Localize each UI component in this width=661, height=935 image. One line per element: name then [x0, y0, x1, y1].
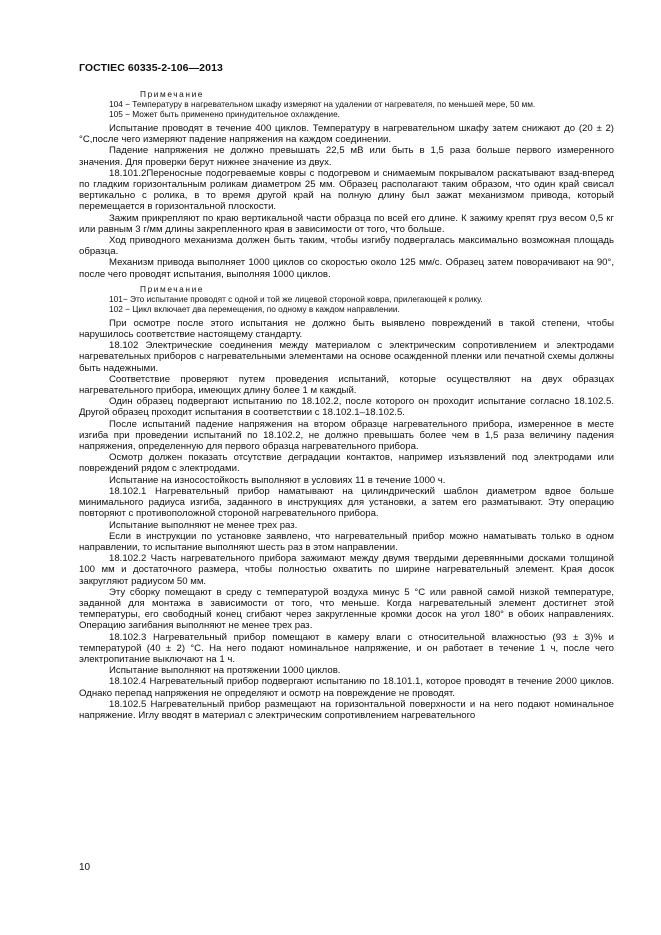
- paragraph: 18.102.4 Нагревательный прибор подвергают испытанию по 18.101.1, которое проводят в течение 2000 циклов. Однако перепад напряжения не определяют и осмотр на повреждение не проводят.: [79, 676, 614, 699]
- paragraph: Падение напряжения не должно превышать 22,5 мВ или быть в 1,5 раза больше первого измеренного значения. Для проверки берут нижнее значение из двух.: [79, 145, 614, 168]
- paragraph: Если в инструкции по установке заявлено, что нагревательный прибор можно наматывать только в одном направлении, то испытание выполняют шесть раз в этом направлении.: [79, 530, 614, 553]
- paragraph: Зажим прикрепляют по краю вертикальной части образца по всей его длине. К зажиму крепят груз весом 0,5 кг или равным 3 г/мм длины закрепленного края в зависимости от того, что больше.: [79, 212, 614, 235]
- note-item: 102 − Цикл включает два перемещения, по одному в каждом направлении.: [109, 303, 400, 314]
- note-item: 104 − Температуру в нагревательном шкафу измеряют на удалении от нагревателя, по меньшей мере, 50 мм.: [109, 99, 536, 109]
- paragraph: 18.102 Электрические соединения между материалом с электрическим сопротивлением и электродами нагревательных приборов с нагревательными элементами на основе осажденной пленки или печатной схемы должны быть надежными.: [79, 340, 614, 374]
- paragraph: Испытание проводят в течение 400 циклов. Температуру в нагревательном шкафу затем снижают до (20 ± 2) °С,после чего измеряют падение напряжения на каждом соединении.: [79, 123, 614, 146]
- paragraph: Соответствие проверяют путем проведения испытаний, которые осуществляют на двух образцах нагревательного прибора, имеющих длину более 1 м каждый.: [79, 373, 614, 397]
- paragraph: После испытаний падение напряжения на втором образце нагревательного прибора, измеренное в месте изгиба при проведении испытаний по 18.102.2, не должно превышать более чем в 1,5 раза величину падения напряжения, определенную для первого образца нагревательного прибора.: [79, 418, 614, 453]
- note-item: 105 − Может быть применено принудительное охлаждение.: [109, 109, 340, 119]
- note-item: 101− Это испытание проводят с одной и той же лицевой стороной ковра, прилегающей к ролику.: [109, 293, 483, 304]
- paragraph: 18.102.5 Нагревательный прибор размещают на горизонтальной поверхности и на него подают номинальное напряжение. Иглу вводят в материал с электрическим сопротивлением нагревательного: [79, 698, 614, 721]
- document-body: [79, 89, 614, 721]
- paragraph: Механизм привода выполняет 1000 циклов со скоростью около 125 мм/с. Образец затем поворачивают на 90°, после чего проводят испытания, выполняя 1000 циклов.: [79, 257, 614, 280]
- paragraph: Испытание на износостойкость выполняют в условиях 11 в течение 1000 ч.: [109, 474, 446, 486]
- paragraph: 18.102.3 Нагревательный прибор помещают в камеру влаги с относительной влажностью (93 ± 3)% и температурой (40 ± 2) °С. На него подают номинальное напряжение, и он работает в течение 1 ч, после чего электропитание выключают на 1 ч.: [79, 631, 614, 665]
- note-title: Примечание: [140, 89, 205, 99]
- paragraph: 18.101.2Переносные подогреваемые ковры с подогревом и снимаемым покрывалом раскатывают взад-вперед по гладким горизонтальным роликам диаметром 25 мм. Образец располагают таким образом, что один край свисал вертикально с ролика, в то время другой край на полную длину был зажат механизмом привода, который перемещается в горизонтальной плоскости.: [79, 167, 614, 213]
- paragraph: 18.102.2 Часть нагревательного прибора зажимают между двумя твердыми деревянными досками толщиной 100 мм и достаточного размера, чтобы полностью охватить по ширине нагревательный элемент. Края досок закругляют радиусом 50 мм.: [79, 553, 614, 587]
- note-title: Примечание: [140, 283, 205, 294]
- paragraph: 18.102.1 Нагревательный прибор наматывают на цилиндрический шаблон диаметром вдвое больше минимального радиуса изгиба, заданного в инструкциях для установки, а затем его разматывают. Эту операцию повторяют с противоположной стороной нагревательного прибора.: [79, 485, 614, 520]
- paragraph: При осмотре после этого испытания не должно быть выявлено повреждений в такой степени, чтобы нарушилось соответствие настоящему стандарту.: [79, 317, 614, 341]
- paragraph: Эту сборку помещают в среду с температурой воздуха минус 5 °С или равной самой низкой температуре, заданной для монтажа в зависимости от того, что меньше. Когда нагревательный элемент достигнет этой температуры, его свободный конец сгибают через закругленные кромки досок на угол 180° в обоих направлениях. Операцию загибания выполняют не менее трех раз.: [79, 586, 614, 632]
- paragraph: Испытание выполняют не менее трех раз.: [109, 519, 298, 531]
- note-block-2: [79, 284, 614, 314]
- paragraph: Осмотр должен показать отсутствие деградации контактов, например изъязвлений под электродами или повреждений рядом с электродами.: [79, 452, 614, 475]
- document-header: ГОСТIEC 60335-2-106—2013: [79, 62, 223, 74]
- paragraph: Ход приводного механизма должен быть таким, чтобы изгибу подвергалась максимально возможная площадь образца.: [79, 235, 614, 258]
- paragraph: Испытание выполняют на протяжении 1000 циклов.: [109, 665, 341, 677]
- note-block-1: [79, 89, 614, 119]
- page-number: 10: [79, 862, 91, 873]
- paragraph: Один образец подвергают испытанию по 18.102.2, после которого он проходит испытание согласно 18.102.5. Другой образец проходит испытания в соответствии с 18.102.1–18.102.5.: [79, 396, 614, 419]
